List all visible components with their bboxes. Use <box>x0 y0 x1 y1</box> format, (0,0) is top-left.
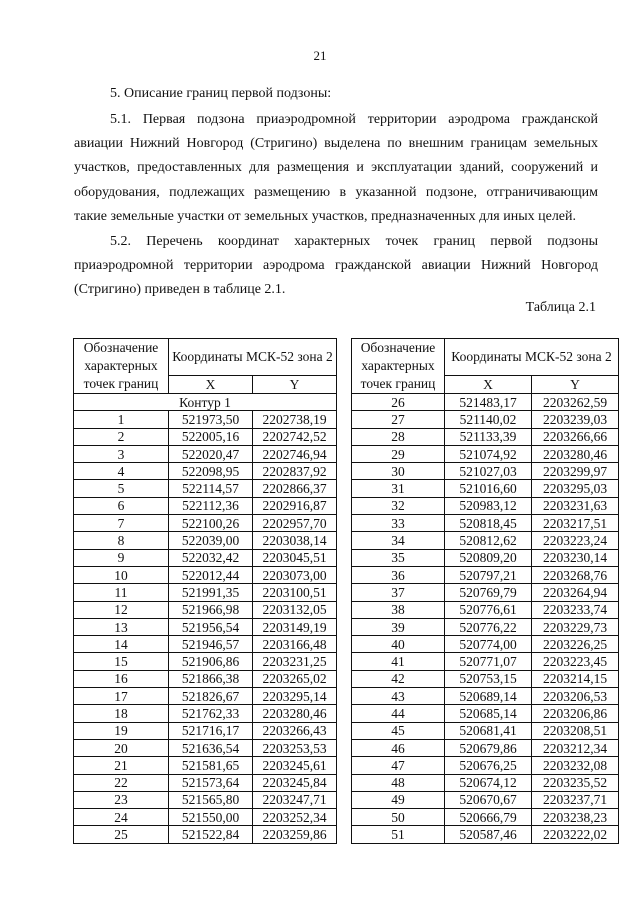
x-coordinate-cell: 520797,21 <box>445 566 532 583</box>
table-row <box>74 809 337 826</box>
paragraph-line: (Стригино) приведен в таблице 2.1. <box>74 282 286 298</box>
paragraph-line: 5.2. Перечень координат характерных точек границ первой подзоны <box>110 234 598 249</box>
table-row <box>74 636 337 653</box>
point-number-cell: 4 <box>74 463 169 480</box>
paragraph-5-1 <box>74 108 598 229</box>
x-coordinate-cell: 521074,92 <box>445 445 532 462</box>
table-row <box>352 566 619 583</box>
y-coordinate-cell: 2203237,71 <box>532 791 619 808</box>
point-number-cell: 44 <box>352 705 445 722</box>
point-number-cell: 21 <box>74 757 169 774</box>
x-coordinate-cell: 520681,41 <box>445 722 532 739</box>
contour-label: Контур 1 <box>74 394 337 411</box>
point-number-cell: 11 <box>74 584 169 601</box>
y-coordinate-cell: 2203238,23 <box>532 809 619 826</box>
y-coordinate-cell: 2203223,24 <box>532 532 619 549</box>
paragraph-line: приаэродромной территории аэродрома гражданской авиации Нижний Новгород <box>74 258 598 274</box>
point-number-cell: 9 <box>74 549 169 566</box>
y-coordinate-cell: 2202957,70 <box>253 515 337 532</box>
header-coordinates: Координаты МСК-52 зона 2 <box>445 339 619 376</box>
point-number-cell: 45 <box>352 722 445 739</box>
table-row <box>74 532 337 549</box>
point-number-cell: 34 <box>352 532 445 549</box>
y-coordinate-cell: 2202837,92 <box>253 463 337 480</box>
table-row <box>352 636 619 653</box>
y-coordinate-cell: 2203247,71 <box>253 791 337 808</box>
y-coordinate-cell: 2203232,08 <box>532 757 619 774</box>
table-row <box>352 532 619 549</box>
x-coordinate-cell: 521522,84 <box>169 826 253 843</box>
x-coordinate-cell: 520685,14 <box>445 705 532 722</box>
y-coordinate-cell: 2203259,86 <box>253 826 337 843</box>
x-coordinate-cell: 521550,00 <box>169 809 253 826</box>
table-row <box>352 428 619 445</box>
point-number-cell: 27 <box>352 411 445 428</box>
y-coordinate-cell: 2203266,43 <box>253 722 337 739</box>
point-number-cell: 16 <box>74 670 169 687</box>
x-coordinate-cell: 520776,61 <box>445 601 532 618</box>
x-coordinate-cell: 520769,79 <box>445 584 532 601</box>
point-number-cell: 1 <box>74 411 169 428</box>
x-coordinate-cell: 521565,80 <box>169 791 253 808</box>
point-number-cell: 24 <box>74 809 169 826</box>
y-coordinate-cell: 2203253,53 <box>253 739 337 756</box>
y-coordinate-cell: 2203231,25 <box>253 653 337 670</box>
x-coordinate-cell: 520776,22 <box>445 618 532 635</box>
table-row <box>74 497 337 514</box>
table-row <box>74 670 337 687</box>
x-coordinate-cell: 521762,33 <box>169 705 253 722</box>
point-number-cell: 47 <box>352 757 445 774</box>
table-caption: Таблица 2.1 <box>525 300 596 315</box>
table-row <box>352 791 619 808</box>
point-number-cell: 35 <box>352 549 445 566</box>
point-number-cell: 40 <box>352 636 445 653</box>
table-row <box>352 549 619 566</box>
y-coordinate-cell: 2203212,34 <box>532 739 619 756</box>
table-row <box>74 515 337 532</box>
y-coordinate-cell: 2203231,63 <box>532 497 619 514</box>
table-row <box>352 757 619 774</box>
table-row <box>74 463 337 480</box>
point-number-cell: 23 <box>74 791 169 808</box>
y-coordinate-cell: 2203045,51 <box>253 549 337 566</box>
x-coordinate-cell: 520771,07 <box>445 653 532 670</box>
y-coordinate-cell: 2203208,51 <box>532 722 619 739</box>
point-number-cell: 38 <box>352 601 445 618</box>
x-coordinate-cell: 520674,12 <box>445 774 532 791</box>
point-number-cell: 33 <box>352 515 445 532</box>
point-number-cell: 5 <box>74 480 169 497</box>
table-row <box>74 549 337 566</box>
table-row <box>352 809 619 826</box>
coordinates-table-right <box>351 338 619 844</box>
table-row <box>352 601 619 618</box>
y-coordinate-cell: 2202742,52 <box>253 428 337 445</box>
table-row <box>74 411 337 428</box>
point-number-cell: 12 <box>74 601 169 618</box>
table-row <box>352 774 619 791</box>
table-row <box>352 463 619 480</box>
point-number-cell: 22 <box>74 774 169 791</box>
point-number-cell: 51 <box>352 826 445 843</box>
y-coordinate-cell: 2203268,76 <box>532 566 619 583</box>
y-coordinate-cell: 2203038,14 <box>253 532 337 549</box>
header-coordinates: Координаты МСК-52 зона 2 <box>169 339 337 376</box>
x-coordinate-cell: 521140,02 <box>445 411 532 428</box>
table-row <box>352 826 619 843</box>
x-coordinate-cell: 521906,86 <box>169 653 253 670</box>
point-number-cell: 25 <box>74 826 169 843</box>
point-number-cell: 37 <box>352 584 445 601</box>
point-number-cell: 17 <box>74 688 169 705</box>
point-number-cell: 14 <box>74 636 169 653</box>
paragraph-5-2 <box>74 230 598 303</box>
y-coordinate-cell: 2203266,66 <box>532 428 619 445</box>
point-number-cell: 19 <box>74 722 169 739</box>
point-number-cell: 3 <box>74 445 169 462</box>
point-number-cell: 43 <box>352 688 445 705</box>
y-coordinate-cell: 2202746,94 <box>253 445 337 462</box>
table-row <box>74 757 337 774</box>
table-row <box>74 791 337 808</box>
point-number-cell: 39 <box>352 618 445 635</box>
y-coordinate-cell: 2203265,02 <box>253 670 337 687</box>
point-number-cell: 32 <box>352 497 445 514</box>
table-row <box>352 584 619 601</box>
y-coordinate-cell: 2203295,03 <box>532 480 619 497</box>
point-number-cell: 8 <box>74 532 169 549</box>
x-coordinate-cell: 522039,00 <box>169 532 253 549</box>
table-row <box>74 688 337 705</box>
paragraph-line: участков, предоставленных для размещения и эксплуатации зданий, сооружений и <box>74 160 598 176</box>
x-coordinate-cell: 520753,15 <box>445 670 532 687</box>
header-y: Y <box>532 376 619 394</box>
table-row <box>352 497 619 514</box>
y-coordinate-cell: 2203206,53 <box>532 688 619 705</box>
table-row <box>74 739 337 756</box>
point-number-cell: 6 <box>74 497 169 514</box>
table-row <box>74 480 337 497</box>
x-coordinate-cell: 521027,03 <box>445 463 532 480</box>
x-coordinate-cell: 520818,45 <box>445 515 532 532</box>
y-coordinate-cell: 2203245,84 <box>253 774 337 791</box>
y-coordinate-cell: 2203233,74 <box>532 601 619 618</box>
section-heading: 5. Описание границ первой подзоны: <box>110 86 332 101</box>
x-coordinate-cell: 520983,12 <box>445 497 532 514</box>
x-coordinate-cell: 521133,39 <box>445 428 532 445</box>
y-coordinate-cell: 2203222,02 <box>532 826 619 843</box>
x-coordinate-cell: 522005,16 <box>169 428 253 445</box>
header-point-designation: Обозначение характерных точек границ <box>352 339 445 394</box>
point-number-cell: 18 <box>74 705 169 722</box>
table-row <box>74 428 337 445</box>
y-coordinate-cell: 2203280,46 <box>253 705 337 722</box>
paragraph-line: 5.1. Первая подзона приаэродромной территории аэродрома гражданской <box>110 112 598 127</box>
x-coordinate-cell: 522012,44 <box>169 566 253 583</box>
table-row <box>352 618 619 635</box>
point-number-cell: 7 <box>74 515 169 532</box>
point-number-cell: 41 <box>352 653 445 670</box>
table-row <box>352 670 619 687</box>
header-x: X <box>445 376 532 394</box>
point-number-cell: 29 <box>352 445 445 462</box>
x-coordinate-cell: 521973,50 <box>169 411 253 428</box>
y-coordinate-cell: 2203235,52 <box>532 774 619 791</box>
table-row <box>352 515 619 532</box>
table-row <box>352 705 619 722</box>
x-coordinate-cell: 520689,14 <box>445 688 532 705</box>
y-coordinate-cell: 2203264,94 <box>532 584 619 601</box>
y-coordinate-cell: 2203230,14 <box>532 549 619 566</box>
y-coordinate-cell: 2203299,97 <box>532 463 619 480</box>
table-row <box>74 618 337 635</box>
point-number-cell: 26 <box>352 394 445 411</box>
table-row <box>74 566 337 583</box>
table-row <box>74 584 337 601</box>
y-coordinate-cell: 2203206,86 <box>532 705 619 722</box>
x-coordinate-cell: 520670,67 <box>445 791 532 808</box>
table-row <box>352 722 619 739</box>
point-number-cell: 30 <box>352 463 445 480</box>
table-row <box>74 705 337 722</box>
table-row <box>352 411 619 428</box>
y-coordinate-cell: 2203100,51 <box>253 584 337 601</box>
x-coordinate-cell: 521016,60 <box>445 480 532 497</box>
x-coordinate-cell: 521573,64 <box>169 774 253 791</box>
point-number-cell: 15 <box>74 653 169 670</box>
y-coordinate-cell: 2203262,59 <box>532 394 619 411</box>
y-coordinate-cell: 2202738,19 <box>253 411 337 428</box>
y-coordinate-cell: 2203073,00 <box>253 566 337 583</box>
table-row <box>74 722 337 739</box>
table-row <box>352 445 619 462</box>
page-number: 21 <box>313 48 327 63</box>
x-coordinate-cell: 521636,54 <box>169 739 253 756</box>
x-coordinate-cell: 522032,42 <box>169 549 253 566</box>
paragraph-line: такие земельные участки от земельных участков, предназначенных для иных целей. <box>74 208 577 224</box>
y-coordinate-cell: 2203223,45 <box>532 653 619 670</box>
x-coordinate-cell: 522098,95 <box>169 463 253 480</box>
y-coordinate-cell: 2203226,25 <box>532 636 619 653</box>
table-row <box>74 653 337 670</box>
x-coordinate-cell: 522100,26 <box>169 515 253 532</box>
x-coordinate-cell: 521956,54 <box>169 618 253 635</box>
point-number-cell: 49 <box>352 791 445 808</box>
point-number-cell: 28 <box>352 428 445 445</box>
x-coordinate-cell: 520774,00 <box>445 636 532 653</box>
table-row <box>74 826 337 843</box>
y-coordinate-cell: 2203280,46 <box>532 445 619 462</box>
x-coordinate-cell: 521866,38 <box>169 670 253 687</box>
x-coordinate-cell: 521966,98 <box>169 601 253 618</box>
coordinates-table-left <box>73 338 337 844</box>
point-number-cell: 20 <box>74 739 169 756</box>
header-point-designation: Обозначение характерных точек границ <box>74 339 169 394</box>
x-coordinate-cell: 520587,46 <box>445 826 532 843</box>
x-coordinate-cell: 520679,86 <box>445 739 532 756</box>
y-coordinate-cell: 2203214,15 <box>532 670 619 687</box>
x-coordinate-cell: 521581,65 <box>169 757 253 774</box>
y-coordinate-cell: 2202916,87 <box>253 497 337 514</box>
table-row <box>74 445 337 462</box>
table-row <box>74 774 337 791</box>
header-x: X <box>169 376 253 394</box>
point-number-cell: 10 <box>74 566 169 583</box>
point-number-cell: 48 <box>352 774 445 791</box>
x-coordinate-cell: 521483,17 <box>445 394 532 411</box>
y-coordinate-cell: 2203245,61 <box>253 757 337 774</box>
point-number-cell: 46 <box>352 739 445 756</box>
x-coordinate-cell: 521946,57 <box>169 636 253 653</box>
y-coordinate-cell: 2203149,19 <box>253 618 337 635</box>
y-coordinate-cell: 2203166,48 <box>253 636 337 653</box>
x-coordinate-cell: 520676,25 <box>445 757 532 774</box>
y-coordinate-cell: 2203252,34 <box>253 809 337 826</box>
table-row <box>74 601 337 618</box>
x-coordinate-cell: 520809,20 <box>445 549 532 566</box>
x-coordinate-cell: 520666,79 <box>445 809 532 826</box>
x-coordinate-cell: 522112,36 <box>169 497 253 514</box>
x-coordinate-cell: 520812,62 <box>445 532 532 549</box>
point-number-cell: 50 <box>352 809 445 826</box>
x-coordinate-cell: 521826,67 <box>169 688 253 705</box>
point-number-cell: 2 <box>74 428 169 445</box>
x-coordinate-cell: 522114,57 <box>169 480 253 497</box>
point-number-cell: 13 <box>74 618 169 635</box>
x-coordinate-cell: 522020,47 <box>169 445 253 462</box>
point-number-cell: 36 <box>352 566 445 583</box>
x-coordinate-cell: 521991,35 <box>169 584 253 601</box>
point-number-cell: 31 <box>352 480 445 497</box>
header-y: Y <box>253 376 337 394</box>
paragraph-line: авиации Нижний Новгород (Стригино) выделена по внешним границам земельных <box>74 136 598 152</box>
table-row <box>352 394 619 411</box>
table-row <box>352 653 619 670</box>
point-number-cell: 42 <box>352 670 445 687</box>
paragraph-line: оборудования, подлежащих размещению в указанной подзоне, отграничивающим <box>74 184 598 200</box>
x-coordinate-cell: 521716,17 <box>169 722 253 739</box>
y-coordinate-cell: 2203295,14 <box>253 688 337 705</box>
table-row <box>352 480 619 497</box>
y-coordinate-cell: 2203239,03 <box>532 411 619 428</box>
y-coordinate-cell: 2202866,37 <box>253 480 337 497</box>
table-row <box>352 739 619 756</box>
table-row <box>352 688 619 705</box>
y-coordinate-cell: 2203132,05 <box>253 601 337 618</box>
y-coordinate-cell: 2203217,51 <box>532 515 619 532</box>
y-coordinate-cell: 2203229,73 <box>532 618 619 635</box>
